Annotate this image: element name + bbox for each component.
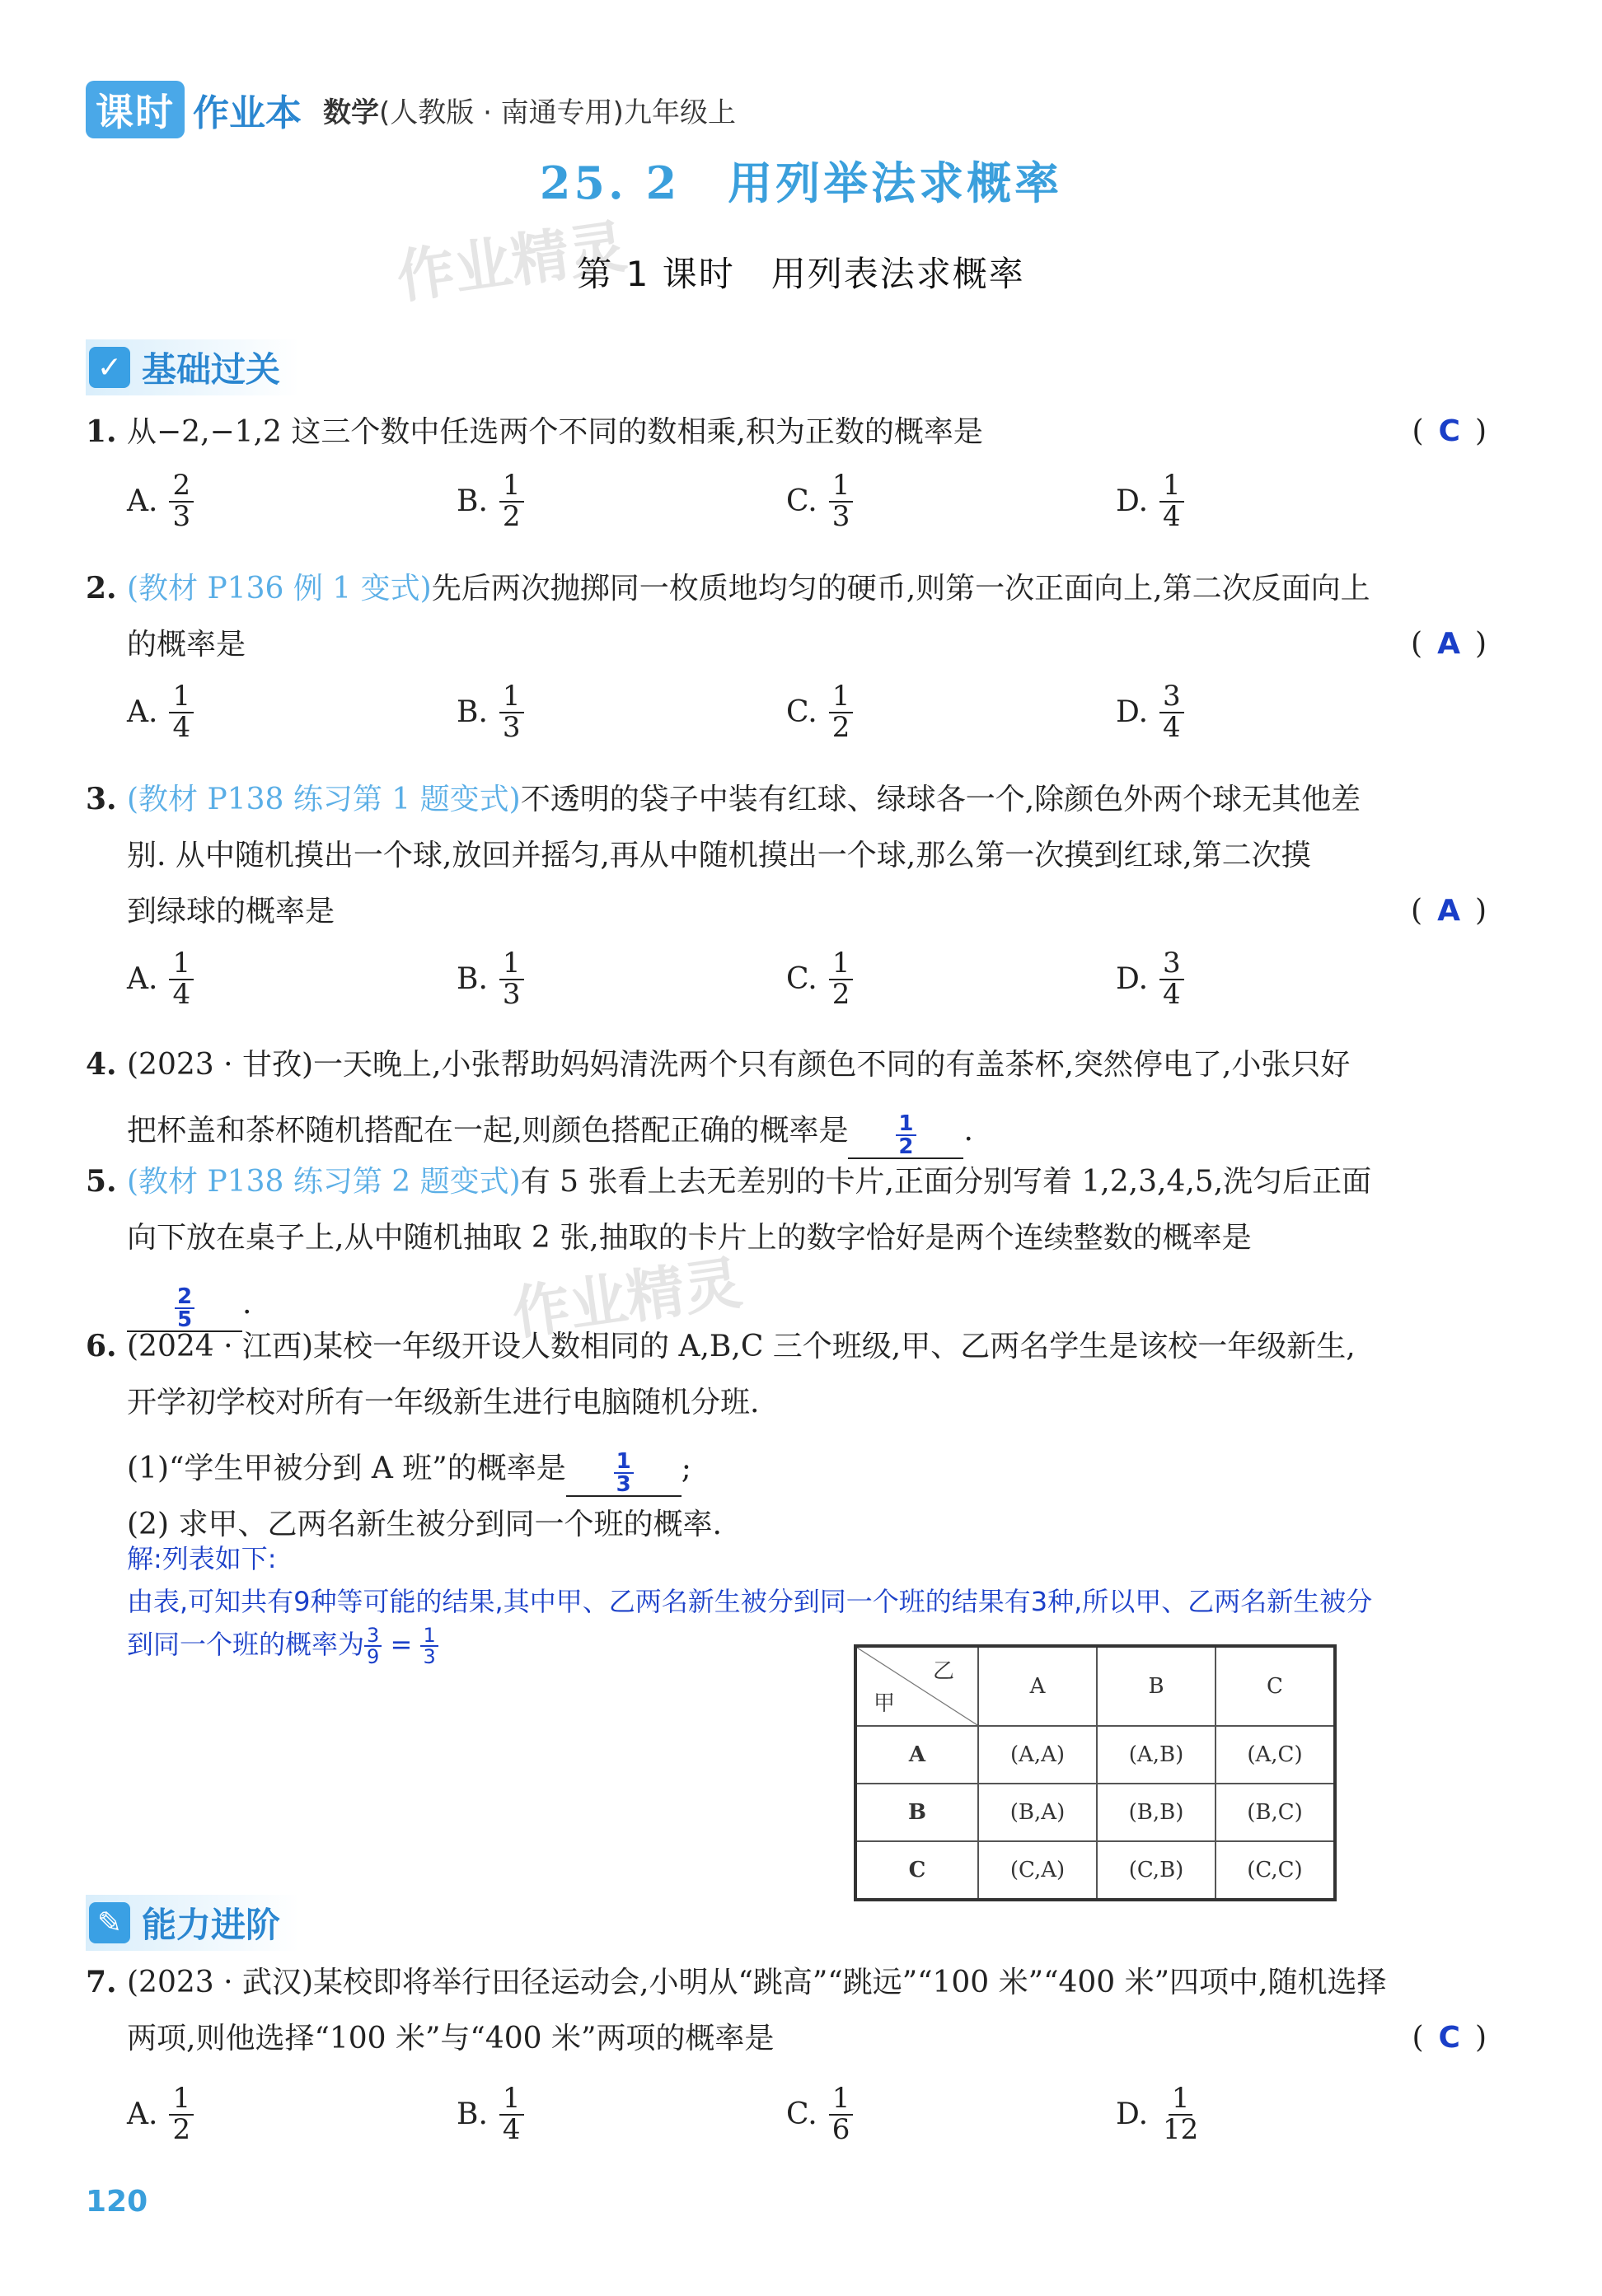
answer: A	[1437, 627, 1460, 661]
option[interactable]: A. $\frac{1}{4}$	[127, 682, 457, 742]
answer-bracket: ( A )	[1411, 894, 1487, 928]
table-row-header: C	[855, 1841, 978, 1900]
solution	[127, 1537, 1569, 1667]
table-cell: (A,C)	[1216, 1726, 1335, 1784]
option[interactable]: D. $\frac{1}{12}$	[1116, 2082, 1199, 2146]
question-1	[86, 404, 1487, 461]
answer: C	[1438, 2021, 1460, 2055]
answer-bracket: ( C )	[1412, 414, 1487, 448]
checkbox-icon: ✓	[89, 347, 130, 388]
brand-logo-box: 课时	[86, 81, 185, 138]
question-4: 4. (2023 · 甘孜)一天晚上,小张帮助妈妈清洗两个只有颜色不同的有盖茶杯,突然停电了,小张只好 把杯盖和茶杯随机搭配在一起,则颜色搭配正确的概率是 $\frac{1}{2}$ .	[86, 1047, 1351, 1159]
pencil-icon: ✎	[89, 1902, 130, 1943]
options-1	[127, 471, 1445, 531]
question-number: 1.	[86, 414, 117, 449]
header	[86, 81, 736, 138]
table-cell: (B,B)	[1097, 1784, 1216, 1841]
section-advanced-label: 能力进阶	[142, 1905, 281, 1945]
option[interactable]: A. $\frac{2}{3}$	[127, 471, 457, 531]
question-source: (教材 P138 练习第 2 题变式)	[127, 1165, 521, 1199]
options-3	[127, 949, 1445, 1009]
table-cell: (C,B)	[1097, 1841, 1216, 1900]
option[interactable]: B. $\frac{1}{3}$	[457, 949, 786, 1009]
answer-blank[interactable]: $\frac{2}{5}$	[127, 1266, 242, 1332]
table-cell: (C,A)	[978, 1841, 1097, 1900]
question-3: 3. (教材 P138 练习第 1 题变式)不透明的袋子中装有红球、绿球各一个,除颜色外两个球无其他差 别. 从中随机摸出一个球,放回并摇匀,再从中随机摸出一个球,那么第一次摸到红球,第二次摸 到绿球的概率是 ( A )	[86, 771, 1487, 940]
answer-bracket: ( C )	[1412, 2021, 1487, 2055]
options-7	[127, 2084, 1445, 2144]
option[interactable]: A. $\frac{1}{2}$	[127, 2084, 457, 2144]
section-advanced	[86, 1895, 300, 1951]
option[interactable]: A. $\frac{1}{4}$	[127, 949, 457, 1009]
table-corner: 乙 甲	[855, 1646, 978, 1726]
page-title: 25. 2 用列举法求概率	[539, 157, 1063, 209]
table-row	[855, 1726, 1335, 1784]
table-cell: (B,C)	[1216, 1784, 1335, 1841]
solution-line: 解:列表如下:	[127, 1543, 277, 1574]
option[interactable]: B. $\frac{1}{3}$	[457, 682, 786, 742]
table-cell: (C,C)	[1216, 1841, 1335, 1900]
question-source: (教材 P138 练习第 1 题变式)	[127, 783, 521, 816]
table-row-header: B	[855, 1784, 978, 1841]
table-col-header: B	[1097, 1646, 1216, 1726]
answer-blank[interactable]: $\frac{1}{2}$	[848, 1093, 963, 1159]
table-row	[855, 1841, 1335, 1900]
answer-bracket: ( A )	[1411, 627, 1487, 661]
solution-line: 到同一个班的概率为 $\frac{3}{9}$ = $\frac{1}{3}$	[127, 1623, 1569, 1667]
question-6: 6. (2024 · 江西)某校一年级开设人数相同的 A,B,C 三个班级,甲、乙两名学生是该校一年级新生, 开学初学校对所有一年级新生进行电脑随机分班. (1)“学生甲被分到 A 班”的概率是 $\frac{1}{3}$ ; (2) 求甲、乙两名新生被分到同一个班的概率.	[86, 1329, 1356, 1541]
watermark: 作业精灵	[392, 212, 631, 312]
option[interactable]: B. $\frac{1}{2}$	[457, 471, 786, 531]
answer-blank[interactable]: $\frac{1}{3}$	[566, 1431, 682, 1497]
lesson-subtitle: 第 1 课时 用列表法求概率	[577, 254, 1025, 294]
question-7: 7. (2023 · 武汉)某校即将举行田径运动会,小明从“跳高”“跳远”“100 米”“400 米”四项中,随机选择 两项,则他选择“100 米”与“400 米”两项的概率是 ( C )	[86, 1954, 1487, 2067]
section-basic-label: 基础过关	[142, 349, 281, 390]
options-2	[127, 682, 1445, 742]
option[interactable]: D. $\frac{3}{4}$	[1116, 949, 1445, 1009]
option[interactable]: C. $\frac{1}{3}$	[786, 471, 1116, 531]
question-5: 5. (教材 P138 练习第 2 题变式)有 5 张看上去无差别的卡片,正面分别写着 1,2,3,4,5,洗匀后正面 向下放在桌子上,从中随机抽取 2 张,抽取的卡片上的数字恰好是两个连续整数的概率是 $\frac{2}{5}$ .	[86, 1164, 1372, 1332]
section-basic	[86, 339, 300, 395]
table-cell: (A,A)	[978, 1726, 1097, 1784]
page-number: 120	[86, 2185, 148, 2219]
outcome-table	[854, 1644, 1337, 1901]
option[interactable]: D. $\frac{3}{4}$	[1116, 682, 1445, 742]
option[interactable]: C. $\frac{1}{6}$	[786, 2084, 1116, 2144]
question-text: 从−2,−1,2 这三个数中任选两个不同的数相乘,积为正数的概率是	[127, 415, 983, 449]
brand-name: 作业本	[193, 92, 302, 134]
table-col-header: C	[1216, 1646, 1335, 1726]
table-col-header: A	[978, 1646, 1097, 1726]
table-row-header: A	[855, 1726, 978, 1784]
answer: A	[1437, 894, 1460, 928]
option[interactable]: D. $\frac{1}{4}$	[1116, 471, 1445, 531]
watermark: 作业精灵	[508, 1248, 747, 1349]
table-cell: (A,B)	[1097, 1726, 1216, 1784]
option[interactable]: C. $\frac{1}{2}$	[786, 949, 1116, 1009]
table-cell: (B,A)	[978, 1784, 1097, 1841]
book-info	[323, 90, 736, 130]
subject: 数学	[323, 96, 379, 129]
edition: (人教版 · 南通专用)九年级上	[379, 96, 736, 129]
question-2: 2. (教材 P136 例 1 变式)先后两次抛掷同一枚质地均匀的硬币,则第一次正面向上,第二次反面向上 的概率是 ( A )	[86, 560, 1487, 673]
answer: C	[1438, 414, 1460, 448]
option[interactable]: B. $\frac{1}{4}$	[457, 2084, 786, 2144]
question-source: (教材 P136 例 1 变式)	[127, 572, 432, 606]
option[interactable]: C. $\frac{1}{2}$	[786, 682, 1116, 742]
solution-line: 由表,可知共有9种等可能的结果,其中甲、乙两名新生被分到同一个班的结果有3种,所以甲、乙两名新生被分	[127, 1586, 1373, 1617]
table-row	[855, 1784, 1335, 1841]
